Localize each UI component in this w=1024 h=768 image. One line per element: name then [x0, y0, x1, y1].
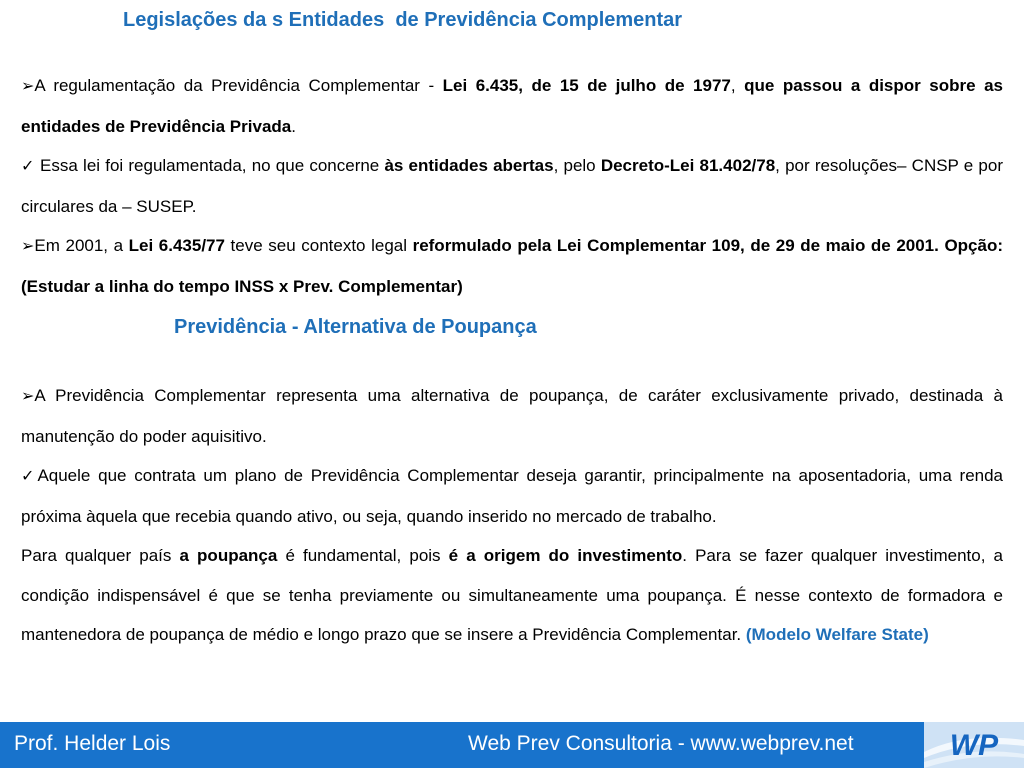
footer-company: Web Prev Consultoria - www.webprev.net	[468, 732, 854, 755]
bold-span: às entidades abertas	[384, 156, 554, 175]
logo-text: WP	[949, 729, 999, 762]
paragraph-2001-reform	[21, 226, 1003, 306]
bold-span: Decreto-Lei 81.402/78	[600, 156, 776, 175]
check-bullet-icon: ✓	[21, 158, 35, 175]
text-span: A regulamentação da Previdência Complementar -	[34, 76, 443, 95]
legislation-text-block	[21, 66, 1003, 306]
text-span: , pelo	[553, 156, 601, 175]
paragraph-decree	[21, 146, 1003, 226]
text-span: . Para se fazer qualquer investimento, a condição indispensável é que se tenha previamente ou simultaneamente uma poupança. É nesse contexto de formadora e mantenedora de poupança de médio e longo prazo que se insere a Previdência Complementar.	[21, 546, 1003, 644]
text-span: é fundamental, pois	[277, 546, 449, 565]
text-span: A Previdência Complementar representa uma alternativa de poupança, de caráter exclusivamente privado, destinada à manutenção do poder aquisitivo.	[21, 386, 1003, 446]
text-span: ,	[730, 76, 745, 95]
bold-span: é a origem do investimento	[448, 546, 683, 565]
text-span: teve seu contexto legal	[224, 236, 413, 255]
text-span: Aquele que contrata um plano de Previdência Complementar deseja garantir, principalmente na aposentadoria, uma renda próxima àquela que recebia quando ativo, ou seja, quando inserido no mercado de trabalho.	[21, 466, 1004, 526]
bold-span: que passou a dispor sobre as entidades de Previdência Privada	[21, 76, 1003, 136]
footer-bar	[0, 722, 1024, 768]
bold-span: reformulado pela Lei Complementar 109, de 29 de maio de 2001. Opção:(Estudar a linha do tempo INSS x Prev. Complementar)	[21, 236, 1004, 296]
footer-author: Prof. Helder Lois	[14, 732, 171, 755]
text-span: , por resoluções– CNSP e por circulares da – SUSEP.	[21, 156, 1003, 216]
bold-span: Lei 6.435/77	[128, 236, 225, 255]
paragraph-savings	[21, 536, 1003, 655]
arrow-bullet-icon: ➢	[21, 78, 35, 95]
bold-span: Lei 6.435, de 15 de julho de 1977	[442, 76, 731, 95]
text-span: Em 2001, a	[34, 236, 129, 255]
bold-span: a poupança	[179, 546, 278, 565]
slide-title: Legislações da s Entidades de Previdência Complementar	[123, 9, 683, 31]
text-span: Essa lei foi regulamentada, no que concerne	[34, 156, 385, 175]
webprev-logo	[924, 722, 1024, 768]
paragraph-alternative	[21, 376, 1003, 456]
text-span: .	[291, 116, 296, 136]
section-subtitle: Previdência - Alternativa de Poupança	[174, 316, 537, 338]
text-span: Para qualquer país	[21, 546, 180, 565]
welfare-state-note: (Modelo Welfare State)	[745, 625, 929, 644]
arrow-bullet-icon: ➢	[21, 238, 35, 255]
arrow-bullet-icon: ➢	[21, 388, 35, 405]
paragraph-regulation	[21, 66, 1003, 146]
webprev-logo-graphic	[924, 722, 1024, 768]
savings-text-block	[21, 376, 1003, 655]
paragraph-retirement	[21, 456, 1003, 536]
check-bullet-icon: ✓	[21, 468, 38, 485]
